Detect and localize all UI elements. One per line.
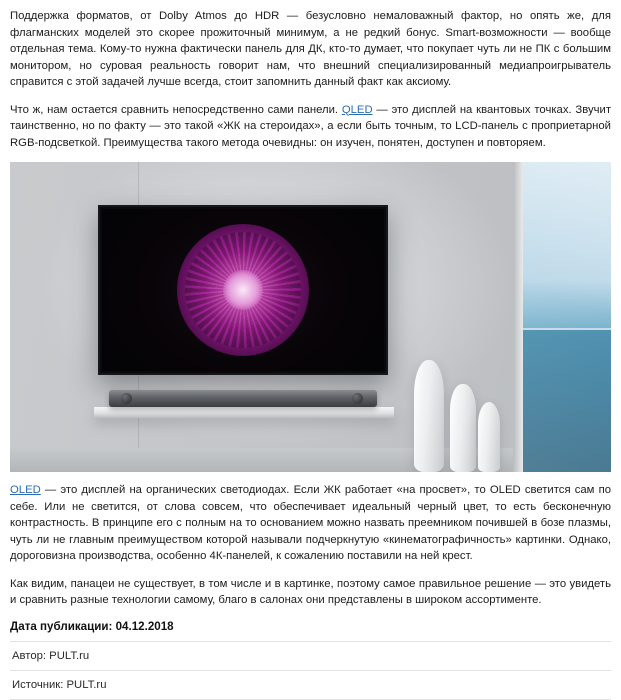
paragraph-1: [10, 8, 611, 91]
soundbar-speaker-right-icon: [352, 393, 363, 404]
article-author: Автор: PULT.ru: [10, 641, 611, 670]
paragraph-3-text: — это дисплей на органических светодиодах. Если ЖК работает «на просвет», то OLED светится сам по себе. Или не светится, от слова совсем, что обеспечивает идеальный черный цвет, то есть бесконечную контрастность. В принципе его с полным на то основанием можно назвать преемником почившей в бозе плазмы, чуть ли не главным преимуществом которой называли подчеркнутую «кинематографичность» картинки. Однако, дороговизна производства, особенно 4К-панелей, к сожалению поставили на ней крест.: [10, 484, 611, 562]
oled-tv: [98, 205, 388, 375]
room-floor: [10, 448, 523, 472]
paragraph-4: [10, 576, 611, 609]
paragraph-1-text: Поддержка форматов, от Dolby Atmos до HDR — безусловно немаловажный фактор, но опять же, для флагманских моделей это скорее прожиточный минимум, а не редкий бонус. Smart-возможности — вообще отдельная тема. Кому-то нужна фактически панель для ДК, кто-то думает, что покупает чуть ли не ПК с большим монитором, но суровая реальность говорит нам, что внешний специализированный медиапроигрыватель справится с этой задачей лучше всегда, стоит запомнить данный факт как аксиому.: [10, 10, 611, 88]
paragraph-3: [10, 482, 611, 565]
tv-screen: [102, 209, 384, 371]
wall-shelf: [94, 407, 394, 418]
flower-image-on-screen: [177, 224, 309, 356]
soundbar: [109, 390, 377, 407]
paragraph-2-text-before-link: Что ж, нам остается сравнить непосредственно сами панели.: [10, 103, 342, 116]
vase-medium: [450, 384, 476, 472]
article-source: Источник: PULT.ru: [10, 670, 611, 700]
paragraph-2-text-after-link: — это дисплей на квантовых точках. Звучит таинственно, но по факту — это такой «ЖК на стероидах», а если быть точным, то LCD-панель с проприетарной RGB-подсветкой. Преимущества такого метода очевидны: он изучен, понятен, доступен и повторяем.: [10, 103, 611, 149]
window-glare: [523, 162, 611, 472]
soundbar-speaker-left-icon: [121, 393, 132, 404]
vase-tall: [414, 360, 444, 472]
window-frame: [513, 162, 523, 472]
vase-small: [478, 402, 500, 472]
window-view: [523, 162, 611, 472]
paragraph-4-text: Как видим, панацеи не существует, в том числе и в картинке, поэтому самое правильное решение — это увидеть и сравнить разные технологии самому, благо в салонах они представлены в широком ассортименте.: [10, 577, 611, 606]
oled-tv-living-room-photo: [10, 162, 611, 472]
publish-date: Дата публикации: 04.12.2018: [10, 619, 174, 633]
qled-link[interactable]: QLED: [341, 103, 373, 116]
oled-link[interactable]: OLED: [10, 484, 41, 496]
paragraph-2: [10, 102, 611, 152]
